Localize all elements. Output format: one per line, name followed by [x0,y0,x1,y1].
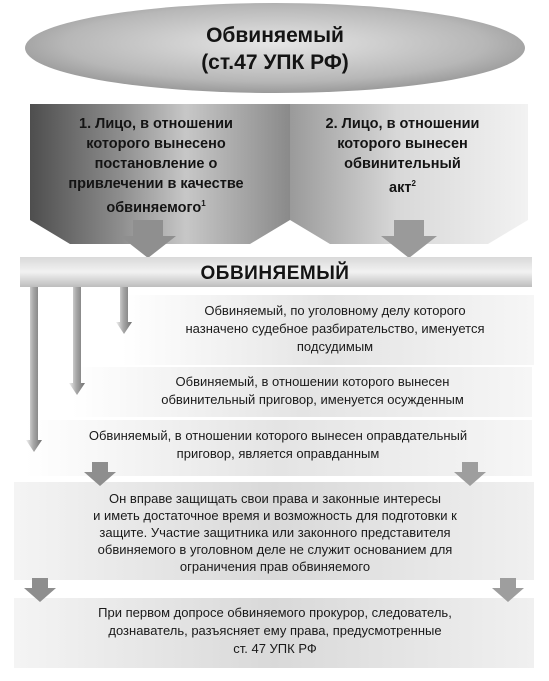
box-1-line-text: обвиняемого [106,199,202,216]
level-3-text [28,427,528,463]
level-5-line: При первом допросе обвиняемого прокурор, следователь, [98,605,452,620]
level-4-line: Он вправе защищать свои права и законные интересы [109,491,441,506]
box-1-line: 1. Лицо, в отношении [79,116,233,132]
level-4-text [20,490,530,575]
level-1-text [140,302,530,356]
level-5-line: дознаватель, разъясняет ему права, предусмотренные [108,623,442,638]
header-title [60,22,490,76]
box-2-line: 2. Лицо, в отношении [325,116,480,132]
level-4-line: и иметь достаточное время и возможность для подготовки к [93,508,457,523]
level-2-text [100,373,525,409]
box-1-line: которого вынесено [86,136,226,152]
box-2-line-text: акт [389,179,412,196]
box-1-line [46,194,266,218]
bar-title: ОБВИНЯЕМЫЙ [200,263,350,284]
box-2-line: которого вынесен [337,136,468,152]
box-1-text [46,114,266,218]
box-2-line [300,174,505,198]
level-3-line: приговор, является оправданным [176,446,380,461]
level-3-line: Обвиняемый, в отношении которого вынесен оправдательный [88,428,468,443]
header-title-line1: Обвиняемый [206,24,344,47]
box-2-line: обвинительный [344,156,461,172]
level-2-line: обвинительный приговор, именуется осужденным [161,392,464,407]
level-1-line: подсудимым [296,339,374,354]
level-4-line: обвиняемого в уголовном деле не служит основанием для [97,542,453,557]
box-2-footnote: 2 [411,179,416,188]
level-1-line: Обвиняемый, по уголовному делу которого [204,303,466,318]
box-2-text [300,114,505,198]
level-4-line: ограничения прав обвиняемого [179,559,371,574]
box-1-line: постановление о [94,156,218,172]
level-1-line: назначено судебное разбирательство, именуется [185,321,485,336]
box-1-footnote: 1 [201,199,206,208]
box-1-line: привлечении в качестве [68,176,244,192]
level-2-line: Обвиняемый, в отношении которого вынесен [175,374,450,389]
header-title-line2: (ст.47 УПК РФ) [201,51,349,74]
level-5-text [30,604,520,658]
level-4-line: защите. Участие защитника или законного представителя [99,525,451,540]
level-5-line: ст. 47 УПК РФ [233,641,317,656]
